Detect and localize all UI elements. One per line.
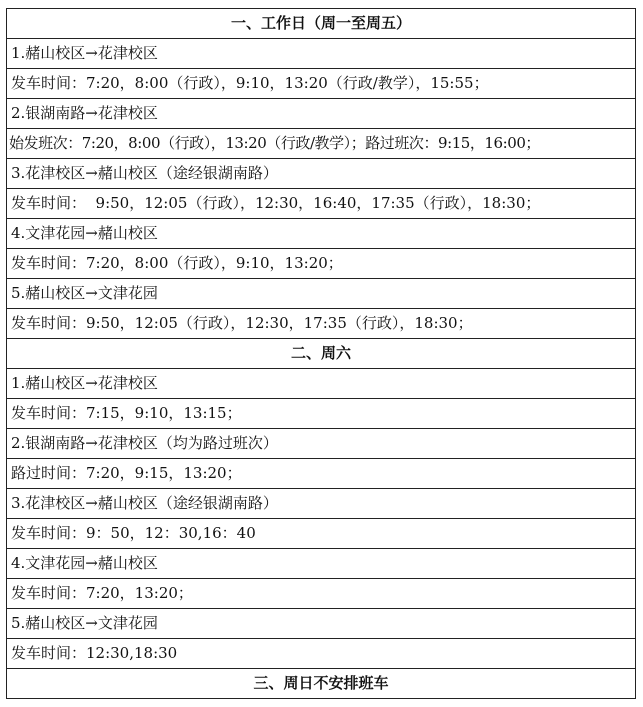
table-row: [7, 399, 636, 429]
table-row: [7, 639, 636, 669]
table-row: [7, 309, 636, 339]
table-row: [7, 609, 636, 639]
route-title: 3.花津校区→赭山校区（途经银湖南路）: [7, 489, 636, 519]
section-heading-sunday: 三、周日不安排班车: [7, 669, 636, 699]
departure-times: 发车时间：7:15，9:10，13:15；: [7, 399, 636, 429]
departure-times: 发车时间：7:20，8:00（行政），9:10，13:20（行政/教学），15:55；: [7, 69, 636, 99]
passing-times: 路过时间：7:20，9:15，13:20；: [7, 459, 636, 489]
section-heading-row: [7, 339, 636, 369]
departure-times: 发车时间：9:50，12:05（行政），12:30，17:35（行政），18:30；: [7, 309, 636, 339]
bus-schedule-table: [6, 8, 636, 699]
departure-times: 发车时间：7:20，13:20；: [7, 579, 636, 609]
departure-times: 发车时间：7:20，8:00（行政），9:10，13:20；: [7, 249, 636, 279]
table-row: [7, 459, 636, 489]
table-row: [7, 429, 636, 459]
table-row: [7, 279, 636, 309]
section-heading-weekdays: 一、工作日（周一至周五）: [7, 9, 636, 39]
route-title: 2.银湖南路→花津校区（均为路过班次）: [7, 429, 636, 459]
route-title: 5.赭山校区→文津花园: [7, 609, 636, 639]
route-title: 1.赭山校区→花津校区: [7, 369, 636, 399]
table-row: [7, 69, 636, 99]
section-heading-saturday: 二、周六: [7, 339, 636, 369]
table-row: [7, 219, 636, 249]
departure-times: 发车时间： 9:50，12:05（行政），12:30，16:40，17:35（行政），18:30；: [7, 189, 636, 219]
route-title: 5.赭山校区→文津花园: [7, 279, 636, 309]
route-title: 1.赭山校区→花津校区: [7, 39, 636, 69]
table-row: [7, 249, 636, 279]
departure-times: 发车时间：9：50，12：30,16：40: [7, 519, 636, 549]
departure-times: 发车时间：12:30,18:30: [7, 639, 636, 669]
route-title: 4.文津花园→赭山校区: [7, 219, 636, 249]
table-row: [7, 369, 636, 399]
table-row: [7, 489, 636, 519]
table-row: [7, 39, 636, 69]
departure-times: 始发班次：7:20，8:00（行政），13:20（行政/教学）；路过班次：9:15，16:00；: [7, 129, 636, 159]
table-row: [7, 579, 636, 609]
route-title: 3.花津校区→赭山校区（途经银湖南路）: [7, 159, 636, 189]
table-row: [7, 159, 636, 189]
route-title: 2.银湖南路→花津校区: [7, 99, 636, 129]
table-row: [7, 549, 636, 579]
route-title: 4.文津花园→赭山校区: [7, 549, 636, 579]
table-row: [7, 129, 636, 159]
section-heading-row: [7, 669, 636, 699]
table-row: [7, 189, 636, 219]
section-heading-row: [7, 9, 636, 39]
table-row: [7, 99, 636, 129]
table-row: [7, 519, 636, 549]
